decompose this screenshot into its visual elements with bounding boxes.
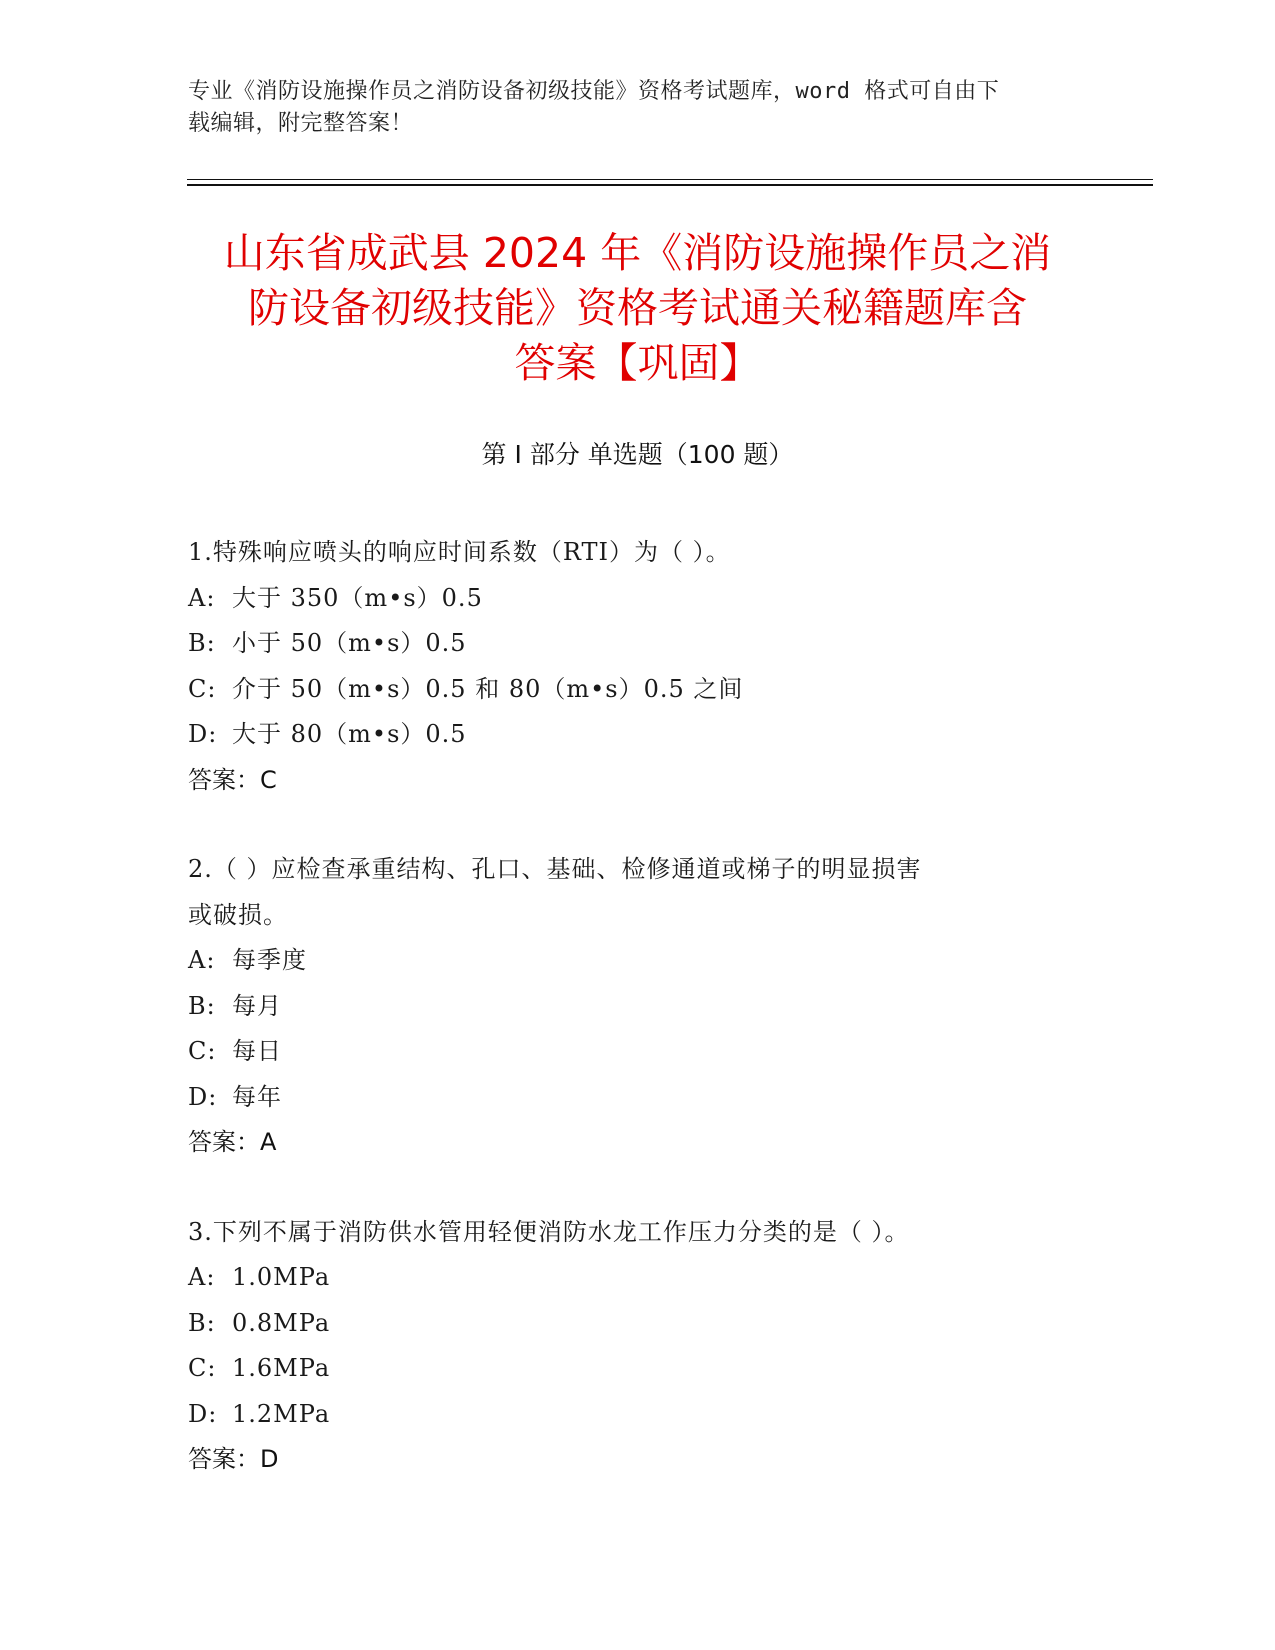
question-stem: 2.（ ）应检查承重结构、孔口、基础、检修通道或梯子的明显损害: [188, 855, 922, 883]
question-item: [188, 1210, 1088, 1483]
option-text: 大于 80（m•s）0.5: [232, 720, 467, 748]
document-title: [150, 226, 1125, 391]
header-note-line: 专业《消防设施操作员之消防设备初级技能》资格考试题库，word 格式可自由下: [188, 79, 1000, 104]
title-line: 防设备初级技能》资格考试通关秘籍题库含: [248, 284, 1027, 332]
question-stem: 1.特殊响应喷头的响应时间系数（RTI）为（ ）。: [188, 538, 731, 566]
option-text: 每年: [232, 1082, 282, 1111]
option-a: [188, 576, 1088, 622]
option-b: [188, 1301, 1088, 1347]
option-letter: A:: [188, 1263, 216, 1291]
question-stem: 或破损。: [188, 900, 288, 929]
option-text: 小于 50（m•s）0.5: [232, 629, 467, 657]
option-text: 1.2MPa: [232, 1399, 331, 1428]
option-letter: B:: [188, 629, 216, 657]
option-a: [188, 1255, 1088, 1301]
question-list: [188, 530, 1088, 1527]
header-note: [188, 76, 1068, 140]
answer-line: 答案：D: [188, 1445, 279, 1473]
option-text: 介于 50（m•s）0.5 和 80（m•s）0.5 之间: [232, 674, 744, 703]
option-text: 大于 350（m•s）0.5: [232, 583, 483, 612]
option-c: [188, 1346, 1088, 1392]
section-heading: 第 I 部分 单选题（100 题）: [481, 440, 794, 469]
option-a: [188, 938, 1088, 984]
question-stem: 3.下列不属于消防供水管用轻便消防水龙工作压力分类的是（ ）。: [188, 1217, 910, 1246]
option-letter: C:: [188, 674, 217, 703]
title-line: 山东省成武县 2024 年《消防设施操作员之消: [223, 229, 1052, 277]
option-c: [188, 667, 1088, 713]
option-text: 每日: [232, 1037, 282, 1065]
option-letter: C:: [188, 1354, 217, 1382]
header-divider-thin: [187, 179, 1153, 180]
option-text: 每季度: [232, 946, 307, 974]
option-letter: D:: [188, 1082, 218, 1111]
title-line: 答案【巩固】: [514, 339, 761, 387]
option-letter: A:: [188, 946, 216, 974]
option-letter: D:: [188, 720, 218, 748]
header-note-line: 载编辑，附完整答案！: [188, 111, 414, 136]
option-b: [188, 621, 1088, 667]
question-item: [188, 847, 1088, 1166]
option-d: [188, 1075, 1088, 1121]
option-b: [188, 984, 1088, 1030]
option-text: 每月: [232, 991, 282, 1020]
option-letter: D:: [188, 1399, 218, 1428]
option-letter: B:: [188, 991, 216, 1020]
option-d: [188, 712, 1088, 758]
option-text: 1.6MPa: [232, 1354, 331, 1382]
option-letter: C:: [188, 1037, 217, 1065]
option-letter: A:: [188, 583, 216, 612]
question-item: [188, 530, 1088, 803]
option-letter: B:: [188, 1308, 216, 1337]
header-divider-thick: [187, 184, 1153, 186]
answer-line: 答案：A: [188, 1128, 277, 1156]
option-text: 1.0MPa: [232, 1263, 331, 1291]
option-c: [188, 1029, 1088, 1075]
option-text: 0.8MPa: [232, 1308, 331, 1337]
option-d: [188, 1392, 1088, 1438]
answer-line: 答案：C: [188, 765, 277, 794]
